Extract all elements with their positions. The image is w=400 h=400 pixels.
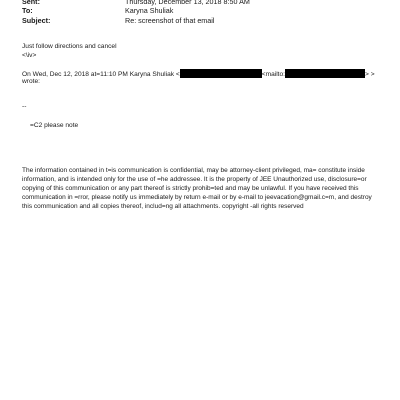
subject-value: Re: screenshot of that email <box>125 15 215 25</box>
note-line: =C2 please note <box>30 122 79 129</box>
body-line-tag: <\iv> <box>22 52 37 59</box>
to-label: To: <box>22 6 33 16</box>
to-row <box>22 6 250 15</box>
separator-line: -- <box>22 103 27 110</box>
sent-label: Sent: <box>22 0 40 6</box>
quote-prefix: On Wed, Dec 12, 2018 at=11:10 PM Karyna Shuliak < <box>22 71 180 78</box>
subject-label: Subject: <box>22 15 51 25</box>
sent-value: Thursday, December 13, 2018 8:50 AM <box>125 0 250 6</box>
quote-wrote-line: wrote: <box>22 78 40 85</box>
quote-mailto: <mailto: <box>261 71 286 78</box>
subject-row <box>22 16 250 25</box>
body-line-directions: Just follow directions and cancel <box>22 43 117 50</box>
quote-header-line <box>22 69 375 80</box>
redaction-bar-mailto <box>285 69 365 78</box>
redaction-bar-name-email <box>180 69 262 78</box>
confidentiality-notice: The information contained in t=is communication is confidential, may be attorney-client privileged, ma= constitute inside information, and is intended only for the use of =he addressee. It is the property of JEE Unauthorized use, disclosure=or copying of this communication or any part thereof is strictly prohib=ted and may be unlawful. If you have received this communication in =rror, please notify us immediately by return e-mail or by e-mail to jeevacation@gmail.c=m, and destroy this communication and all copies thereof, includ=ng all attachments. copyright -all rights reserved <box>22 167 372 210</box>
email-header <box>22 0 250 25</box>
to-value: Karyna Shuliak <box>125 6 174 16</box>
quote-suffix: > > <box>365 71 375 78</box>
